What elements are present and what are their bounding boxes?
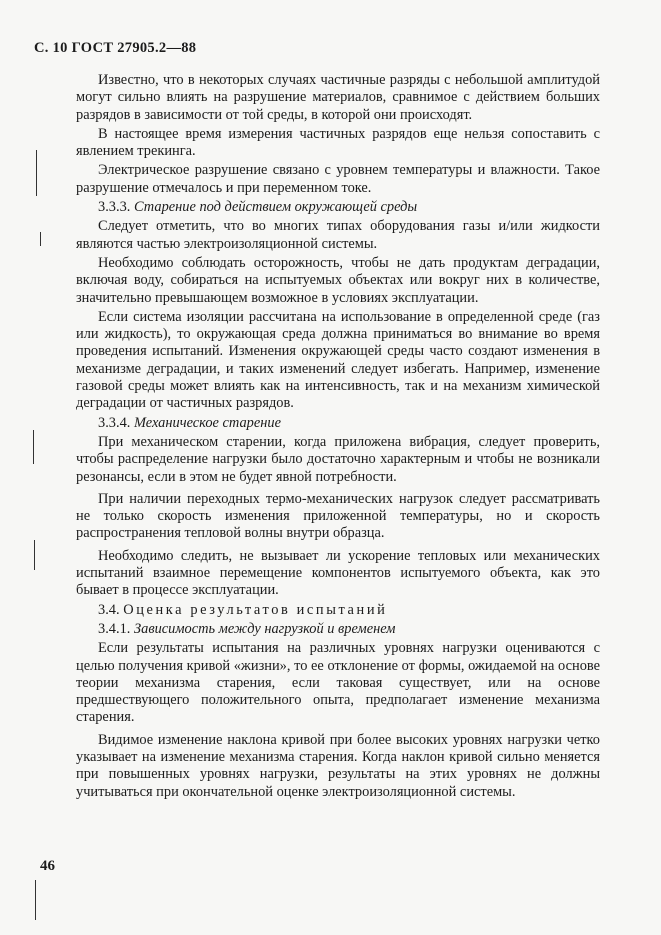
paragraph: При механическом старении, когда приложена вибрация, следует проверить, чтобы распределение нагрузки было достаточно характерным и чтобы не возникали резонансы, если в этом не будет явной потребности.: [76, 433, 600, 485]
document-body: [76, 72, 600, 803]
margin-scan-mark: [40, 232, 41, 246]
paragraph: Видимое изменение наклона кривой при более высоких уровнях нагрузки четко указывает на изменение механизма старения. Когда наклон кривой сильно меняется при повышенных уровнях нагрузки, результаты на этих уровнях не должны учитываться при окончательной оценке электроизоляционной системы.: [76, 731, 600, 800]
paragraph: Если результаты испытания на различных уровнях нагрузки оцениваются с целью получения кривой «жизни», то ее отклонение от формы, ожидаемой на основе теории механизма старения, если таковая существует, или на основе предшествующего положительного опыта, предполагает изменение механизма старения.: [76, 640, 600, 726]
section-number: 3.4.: [98, 601, 120, 618]
margin-scan-mark: [35, 880, 36, 920]
margin-scan-mark: [33, 430, 34, 464]
section-title: Оценка результатов испытаний: [123, 601, 388, 618]
paragraph: Следует отметить, что во многих типах оборудования газы и/или жидкости являются частью электроизоляционной системы.: [76, 218, 600, 252]
page-header: С. 10 ГОСТ 27905.2—88: [34, 40, 197, 56]
section-number: 3.3.4.: [98, 414, 131, 431]
margin-scan-mark: [36, 150, 37, 196]
paragraph: Необходимо соблюдать осторожность, чтобы не дать продуктам деградации, включая воду, собираться на испытуемых объектах или вокруг них в количестве, значительно превышающем возможное в условиях эксплуатации.: [76, 254, 600, 306]
section-title: Механическое старение: [134, 414, 281, 431]
paragraph: В настоящее время измерения частичных разрядов еще нельзя сопоставить с явлением трекинга.: [76, 125, 600, 160]
section-heading-3-3-3: [76, 199, 600, 216]
section-heading-3-3-4: [76, 415, 600, 432]
section-title: Зависимость между нагрузкой и временем: [134, 620, 396, 637]
paragraph: Электрическое разрушение связано с уровнем температуры и влажности. Такое разрушение отмечалось и при переменном токе.: [76, 162, 600, 196]
section-heading-3-4-1: [76, 621, 600, 638]
page-number: 46: [40, 858, 55, 874]
margin-scan-mark: [34, 540, 35, 570]
section-title: Старение под действием окружающей среды: [134, 199, 418, 216]
paragraph: Если система изоляции рассчитана на использование в определенной среде (газ или жидкость), то окружающая среда должна приниматься во внимание во время проведения испытаний. Изменения окружающей среды часто создают изменения в механизме деградации, и таких изменений следует избегать. Например, изменение газовой среды может влиять как на интенсивность, так и на механизм химической деградации от частичных разрядов.: [76, 308, 600, 412]
section-number: 3.4.1.: [98, 620, 131, 637]
paragraph: При наличии переходных термо-механических нагрузок следует рассматривать не только скорость изменения приложенной температуры, но и скорость распространения тепловой волны внутри образца.: [76, 490, 600, 542]
paragraph: Необходимо следить, не вызывает ли ускорение тепловых или механических испытаний взаимное перемещение компонентов испытуемого объекта, как это бывает в процессе эксплуатации.: [76, 547, 600, 599]
paragraph: Известно, что в некоторых случаях частичные разряды с небольшой амплитудой могут сильно влиять на разрушение материалов, сравнимое с действием больших разрядов в зависимости от той среды, в которой они происходят.: [76, 72, 600, 123]
section-number: 3.3.3.: [98, 199, 131, 216]
section-heading-3-4: [76, 602, 600, 619]
